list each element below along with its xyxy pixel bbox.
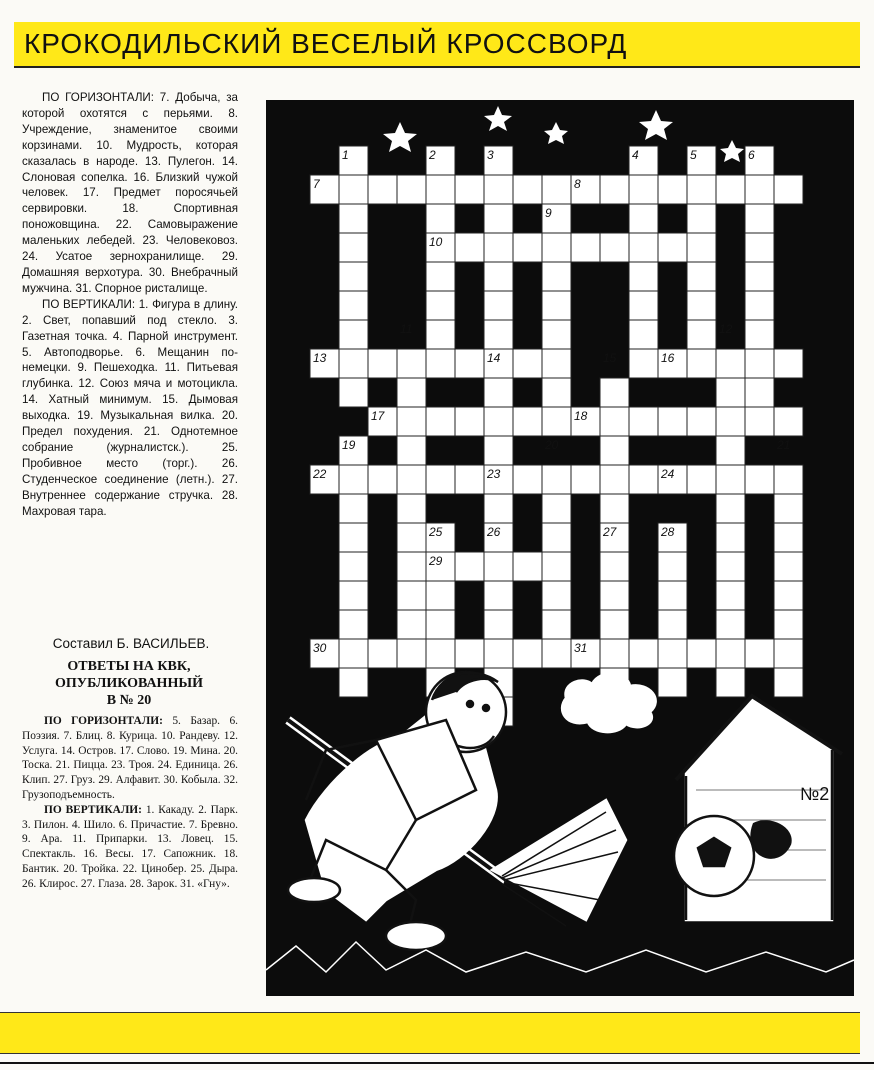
grid-cell[interactable] (513, 349, 542, 378)
grid-cell[interactable] (484, 552, 513, 581)
grid-cell[interactable] (629, 349, 658, 378)
grid-cell[interactable] (542, 175, 571, 204)
answers-down-label: ПО ВЕРТИКАЛИ: (44, 803, 142, 816)
grid-cell[interactable] (397, 639, 426, 668)
grid-cell[interactable] (484, 175, 513, 204)
grid-cell[interactable] (745, 233, 774, 262)
grid-cell[interactable] (600, 465, 629, 494)
grid-clue-number: 25 (429, 525, 443, 539)
grid-cell[interactable] (542, 320, 571, 349)
grid-cell[interactable] (600, 407, 629, 436)
grid-cell[interactable] (426, 320, 455, 349)
grid-cell[interactable] (687, 320, 716, 349)
grid-cell[interactable] (542, 494, 571, 523)
grid-clue-number: 5 (690, 148, 697, 162)
grid-cell[interactable] (658, 668, 687, 697)
grid-cell[interactable] (397, 436, 426, 465)
grid-cell[interactable] (542, 233, 571, 262)
grid-cell[interactable] (426, 610, 455, 639)
grid-cell[interactable] (426, 407, 455, 436)
grid-cell[interactable] (484, 378, 513, 407)
grid-cell[interactable] (745, 262, 774, 291)
answers-heading-line: ОТВЕТЫ НА КВК, (67, 659, 191, 674)
grid-cell[interactable] (716, 552, 745, 581)
answers-heading (22, 658, 236, 709)
grid-cell[interactable] (571, 465, 600, 494)
grid-cell[interactable] (600, 581, 629, 610)
grid-clue-number: 14 (487, 351, 501, 365)
grid-clue-number: 19 (342, 438, 356, 452)
answers-heading-line: ОПУБЛИКОВАННЫЙ (55, 676, 203, 691)
grid-cell[interactable] (542, 639, 571, 668)
star-icon (484, 106, 512, 131)
grid-cell[interactable] (397, 407, 426, 436)
grid-cell[interactable] (629, 233, 658, 262)
grid-cell[interactable] (397, 349, 426, 378)
grid-cell[interactable] (542, 378, 571, 407)
answers-across-label: ПО ГОРИЗОНТАЛИ: (44, 715, 163, 727)
grid-cell[interactable] (629, 465, 658, 494)
grid-cell[interactable] (687, 465, 716, 494)
grid-clue-number: 13 (313, 351, 327, 365)
grid-cell[interactable] (745, 175, 774, 204)
grid-cell[interactable] (687, 233, 716, 262)
grid-clue-number: 2 (429, 148, 436, 162)
grid-cell[interactable] (716, 668, 745, 697)
grid-cell[interactable] (542, 262, 571, 291)
grid-cell[interactable] (484, 436, 513, 465)
grid-cell[interactable] (397, 610, 426, 639)
clues-down: ПО ВЕРТИКАЛИ: 1. Фигура в длину. 2. Свет, попавший под стекло. 3. Газетная точка. 4. Парной инструмент. 5. Автоподворье. 6. Мещанин по-немецки. 9. Пешеходка. 11. Питьевая глубинка. 12. Союз мяча и мотоцикла. 14. Хатный минимум. 15. Дымовая выходка. 19. Музыкальная вилка. 20. Предел похудения. 21. Однотемное собрание (журналистск.). 25. Пробивное место (торг.). 26. Студенческое соединение (летн.). 27. Внутреннее содержание стручка. 28. Махровая тара. (22, 297, 238, 518)
page-title: КРОКОДИЛЬСКИЙ ВЕСЕЛЫЙ КРОССВОРД (24, 28, 628, 59)
grid-cell[interactable] (339, 639, 368, 668)
grid-cell[interactable] (513, 639, 542, 668)
grid-clue-number: 23 (487, 467, 501, 481)
grid-cell[interactable] (339, 204, 368, 233)
grid-cell[interactable] (397, 175, 426, 204)
grid-cell[interactable] (426, 581, 455, 610)
grid-cells (310, 146, 803, 726)
grid-cell[interactable] (397, 494, 426, 523)
grid-cell[interactable] (658, 552, 687, 581)
grid-cell[interactable] (484, 639, 513, 668)
grid-cell[interactable] (629, 320, 658, 349)
grid-clue-number: 29 (429, 554, 443, 568)
star-icon (720, 140, 744, 162)
grid-clue-number: 1 (342, 148, 349, 162)
grid-cell[interactable] (513, 552, 542, 581)
grid-cell[interactable] (774, 639, 803, 668)
grid-cell[interactable] (339, 465, 368, 494)
grid-cell[interactable] (484, 262, 513, 291)
grid-cell[interactable] (484, 494, 513, 523)
grid-cell[interactable] (716, 639, 745, 668)
grid-cell[interactable] (397, 465, 426, 494)
grid-cell[interactable] (774, 523, 803, 552)
grid-cell[interactable] (687, 291, 716, 320)
grid-clue-number: 16 (661, 351, 675, 365)
grid-cell[interactable] (368, 349, 397, 378)
grid-cell[interactable] (687, 262, 716, 291)
bottom-banner (0, 1012, 860, 1054)
grid-cell[interactable] (774, 349, 803, 378)
grid-cell[interactable] (658, 581, 687, 610)
grid-cell[interactable] (339, 610, 368, 639)
grid-cell[interactable] (600, 378, 629, 407)
grid-cell[interactable] (542, 465, 571, 494)
grid-cell[interactable] (426, 639, 455, 668)
grid-cell[interactable] (542, 552, 571, 581)
grid-clue-number: 21 (777, 438, 791, 452)
grid-cell[interactable] (339, 262, 368, 291)
grid-clue-number: 8 (574, 177, 581, 191)
grid-clue-number: 26 (487, 525, 501, 539)
boy-icon (288, 672, 506, 950)
grid-clue-number: 9 (545, 206, 552, 220)
grid-cell[interactable] (484, 320, 513, 349)
crossword-grid (266, 100, 854, 996)
grid-cell[interactable] (426, 291, 455, 320)
grid-cell[interactable] (716, 349, 745, 378)
answers-down-text: 1. Какаду. 2. Парк. 3. Пилон. 4. Шило. 6. Причастие. 7. Бревно. 9. Ара. 11. Припарки. 13. Ловец. 15. Спектакль. 16. Весы. 17. Сапожник. 18. Бантик. 20. Тройка. 22. Цинобер. 25. Дыра. 26. Клирос. 27. Глаза. 28. Зарок. 31. «Гну». (22, 803, 238, 890)
grid-clue-number: 31 (574, 641, 588, 655)
doghouse-icon (674, 696, 842, 920)
grid-cell[interactable] (629, 175, 658, 204)
grid-cell[interactable] (542, 407, 571, 436)
grid-cell[interactable] (745, 204, 774, 233)
author-credit: Составил Б. ВАСИЛЬЕВ. (52, 636, 210, 651)
doghouse-number-sign: №2 (800, 784, 830, 804)
grid-cell[interactable] (687, 639, 716, 668)
star-icon (544, 122, 568, 144)
grid-clue-number: 4 (632, 148, 639, 162)
grid-cell[interactable] (716, 523, 745, 552)
grid-cell[interactable] (484, 610, 513, 639)
grid-cell[interactable] (745, 291, 774, 320)
grid-clue-number: 18 (574, 409, 588, 423)
grid-cell[interactable] (774, 581, 803, 610)
grid-cell[interactable] (542, 523, 571, 552)
clues-across: ПО ГОРИЗОНТАЛИ: 7. Добыча, за которой охотятся с перьями. 8. Учреждение, знаменитое своими корзинами. 10. Мудрость, которая сказалась в народе. 13. Пулегон. 14. Слоновая сопелка. 16. Близкий чужой человек. 17. Предмет поросячьей сервировки. 18. Спортивная поножовщина. 22. Самовыражение маленьких лебедей. 23. Человековоз. 24. Усатое зернохранилище. 29. Домашняя верхотура. 30. Внебрачный мужчина. 31. Спорное ристалище. (22, 91, 238, 295)
grid-cell[interactable] (484, 407, 513, 436)
answers-down (22, 803, 238, 892)
grid-cell[interactable] (426, 204, 455, 233)
grid-cell[interactable] (339, 552, 368, 581)
grid-cell[interactable] (658, 233, 687, 262)
grid-cell[interactable] (368, 639, 397, 668)
cloud-icon (562, 674, 656, 732)
grid-cell[interactable] (716, 175, 745, 204)
grid-cell[interactable] (658, 407, 687, 436)
grid-clue-number: 10 (429, 235, 443, 249)
grid-cell[interactable] (745, 349, 774, 378)
grid-clue-number: 22 (313, 467, 327, 481)
grid-clue-number: 17 (371, 409, 385, 423)
grid-clue-number: 6 (748, 148, 755, 162)
title-banner (14, 22, 860, 68)
ground-grass (266, 942, 854, 972)
grid-cell[interactable] (542, 610, 571, 639)
grid-cell[interactable] (774, 175, 803, 204)
grid-cell[interactable] (774, 552, 803, 581)
grid-cell[interactable] (339, 581, 368, 610)
grid-cell[interactable] (339, 175, 368, 204)
grid-cell[interactable] (629, 204, 658, 233)
grid-cell[interactable] (339, 668, 368, 697)
grid-cell[interactable] (484, 204, 513, 233)
grid-cell[interactable] (774, 494, 803, 523)
grid-cell[interactable] (513, 407, 542, 436)
grid-cell[interactable] (455, 465, 484, 494)
grid-cell[interactable] (745, 320, 774, 349)
grid-clue-number: 15 (603, 351, 617, 365)
grid-cell[interactable] (629, 262, 658, 291)
answers-across-text: 5. Базар. 6. Поэзия. 7. Блиц. 8. Курица. 10. Рандеву. 12. Услуга. 14. Остров. 17. Слово. 19. Мина. 20. Тоска. 21. Пицца. 23. Троя. 24. Единица. 26. Клип. 27. Груз. 29. Алфавит. 30. Кобыла. 32. Грузоподъемность. (22, 715, 238, 801)
grid-cell[interactable] (397, 552, 426, 581)
grid-cell[interactable] (600, 233, 629, 262)
grid-cell[interactable] (658, 175, 687, 204)
grid-cell[interactable] (339, 523, 368, 552)
grid-cell[interactable] (339, 378, 368, 407)
grid-cell[interactable] (484, 291, 513, 320)
grid-cell[interactable] (339, 320, 368, 349)
grid-cell[interactable] (687, 349, 716, 378)
answers-heading-line: В № 20 (106, 693, 152, 708)
grid-clue-number: 12 (719, 322, 733, 336)
grid-cell[interactable] (774, 668, 803, 697)
grid-clue-number: 3 (487, 148, 494, 162)
grid-cell[interactable] (571, 233, 600, 262)
grid-cell[interactable] (513, 175, 542, 204)
grid-cell[interactable] (716, 378, 745, 407)
grid-cell[interactable] (397, 523, 426, 552)
grid-cell[interactable] (426, 465, 455, 494)
grid-cell[interactable] (745, 407, 774, 436)
grid-cell[interactable] (716, 581, 745, 610)
grid-clue-number: 20 (545, 438, 559, 452)
grid-clue-number: 11 (400, 322, 413, 336)
grid-cell[interactable] (339, 291, 368, 320)
grid-cell[interactable] (455, 175, 484, 204)
grid-cell[interactable] (484, 581, 513, 610)
grid-clue-number: 27 (603, 525, 617, 539)
grid-cell[interactable] (600, 175, 629, 204)
grid-cell[interactable] (716, 436, 745, 465)
grid-cell[interactable] (339, 233, 368, 262)
grid-cell[interactable] (455, 233, 484, 262)
answers-column (22, 714, 238, 892)
star-icon (639, 110, 673, 140)
grid-cell[interactable] (368, 465, 397, 494)
grid-cell[interactable] (745, 465, 774, 494)
answers-across (22, 714, 238, 803)
grid-cell[interactable] (368, 175, 397, 204)
grid-cell[interactable] (542, 291, 571, 320)
grid-cell[interactable] (774, 465, 803, 494)
grid-cell[interactable] (542, 581, 571, 610)
grid-cell[interactable] (687, 407, 716, 436)
grid-cell[interactable] (716, 494, 745, 523)
grid-cell[interactable] (600, 436, 629, 465)
grid-cell[interactable] (397, 581, 426, 610)
grid-cell[interactable] (484, 233, 513, 262)
clues-column (22, 90, 238, 519)
grid-cell[interactable] (774, 610, 803, 639)
grid-cell[interactable] (513, 465, 542, 494)
grid-cell[interactable] (745, 639, 774, 668)
grid-cell[interactable] (600, 552, 629, 581)
grid-cell[interactable] (774, 407, 803, 436)
grid-cell[interactable] (600, 494, 629, 523)
grid-cell[interactable] (339, 349, 368, 378)
grid-cell[interactable] (716, 465, 745, 494)
star-icon (383, 122, 417, 152)
grid-clue-number: 24 (661, 467, 675, 481)
grid-cell[interactable] (397, 378, 426, 407)
bottom-rule (0, 1062, 874, 1064)
grid-cell[interactable] (426, 262, 455, 291)
grid-cell[interactable] (716, 407, 745, 436)
grid-cell[interactable] (658, 639, 687, 668)
grid-cell[interactable] (455, 639, 484, 668)
grid-cell[interactable] (629, 291, 658, 320)
grid-cell[interactable] (745, 378, 774, 407)
boy-sweeping-illustration (266, 672, 854, 972)
grid-cell[interactable] (513, 233, 542, 262)
grid-cell[interactable] (455, 349, 484, 378)
grid-clue-number: 30 (313, 641, 327, 655)
grid-clue-number: 7 (313, 177, 320, 191)
grid-cell[interactable] (716, 610, 745, 639)
grid-cell[interactable] (339, 494, 368, 523)
grid-cell[interactable] (600, 639, 629, 668)
grid-cell[interactable] (426, 349, 455, 378)
grid-cell[interactable] (687, 175, 716, 204)
grid-clue-number: 28 (661, 525, 675, 539)
grid-cell[interactable] (629, 639, 658, 668)
grid-cell[interactable] (455, 407, 484, 436)
grid-cell[interactable] (629, 407, 658, 436)
grid-cell[interactable] (426, 175, 455, 204)
grid-cell[interactable] (542, 349, 571, 378)
grid-cell[interactable] (658, 610, 687, 639)
grid-cell[interactable] (687, 204, 716, 233)
grid-cell[interactable] (455, 552, 484, 581)
crossword-panel (266, 100, 854, 996)
grid-cell[interactable] (600, 610, 629, 639)
